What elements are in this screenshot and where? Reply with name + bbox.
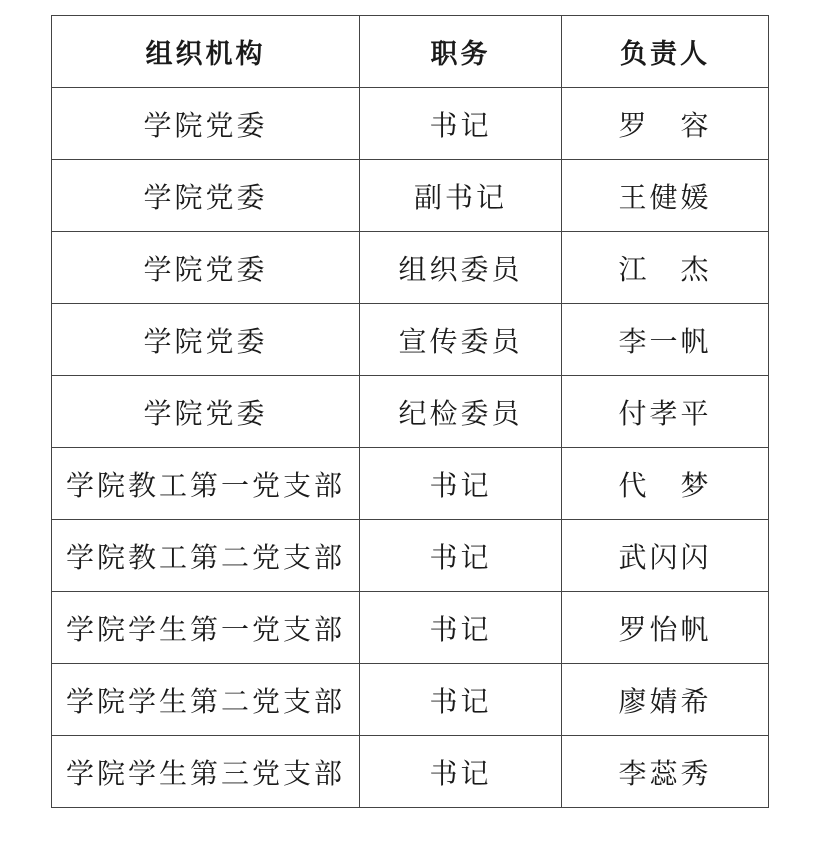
table-row	[52, 304, 769, 376]
cell-position: 纪检委员	[360, 376, 562, 448]
table-row	[52, 520, 769, 592]
cell-person: 李蕊秀	[562, 736, 769, 808]
cell-organization: 学院学生第一党支部	[52, 592, 360, 664]
table-header-row	[52, 16, 769, 88]
cell-person: 李一帆	[562, 304, 769, 376]
cell-position: 书记	[360, 448, 562, 520]
cell-person: 江 杰	[562, 232, 769, 304]
table-row	[52, 160, 769, 232]
table-row	[52, 232, 769, 304]
cell-position: 书记	[360, 736, 562, 808]
cell-person: 廖婧希	[562, 664, 769, 736]
cell-person: 罗 容	[562, 88, 769, 160]
cell-person: 武闪闪	[562, 520, 769, 592]
cell-organization: 学院党委	[52, 304, 360, 376]
cell-organization: 学院教工第二党支部	[52, 520, 360, 592]
cell-person: 王健媛	[562, 160, 769, 232]
cell-organization: 学院党委	[52, 232, 360, 304]
header-organization: 组织机构	[52, 16, 360, 88]
cell-organization: 学院教工第一党支部	[52, 448, 360, 520]
cell-position: 组织委员	[360, 232, 562, 304]
leadership-table	[51, 15, 769, 808]
table-row	[52, 88, 769, 160]
cell-organization: 学院党委	[52, 88, 360, 160]
cell-position: 书记	[360, 520, 562, 592]
cell-position: 副书记	[360, 160, 562, 232]
cell-person: 罗怡帆	[562, 592, 769, 664]
cell-position: 书记	[360, 88, 562, 160]
cell-position: 宣传委员	[360, 304, 562, 376]
cell-organization: 学院学生第三党支部	[52, 736, 360, 808]
cell-position: 书记	[360, 592, 562, 664]
table-row	[52, 448, 769, 520]
table-row	[52, 592, 769, 664]
table-row	[52, 664, 769, 736]
cell-position: 书记	[360, 664, 562, 736]
table-row	[52, 736, 769, 808]
cell-organization: 学院党委	[52, 376, 360, 448]
cell-organization: 学院党委	[52, 160, 360, 232]
table-row	[52, 376, 769, 448]
cell-organization: 学院学生第二党支部	[52, 664, 360, 736]
cell-person: 付孝平	[562, 376, 769, 448]
cell-person: 代 梦	[562, 448, 769, 520]
header-person-in-charge: 负责人	[562, 16, 769, 88]
header-position: 职务	[360, 16, 562, 88]
